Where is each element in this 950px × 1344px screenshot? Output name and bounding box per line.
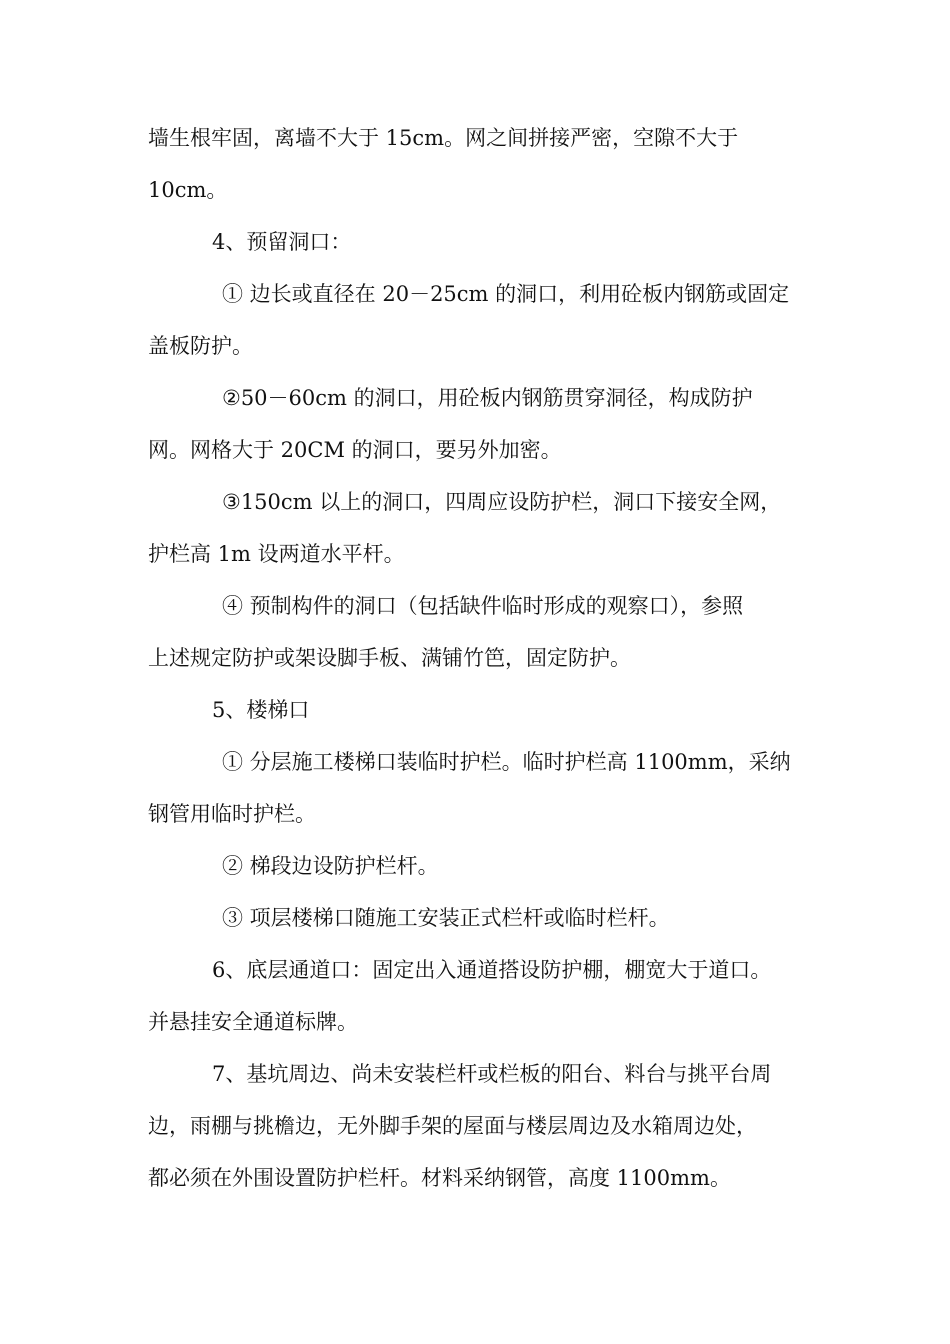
text-line: 边，雨棚与挑檐边，无外脚手架的屋面与楼层周边及水箱周边处，: [148, 1114, 757, 1138]
section-heading: 4、预留洞口：: [212, 230, 352, 254]
text-line: 6、底层通道口：固定出入通道搭设防护棚，棚宽大于道口。: [212, 958, 772, 982]
text-line: 都必须在外围设置防护栏杆。材料采纳钢管，高度 1100mm。: [148, 1166, 731, 1190]
text-line: 护栏高 1m 设两道水平杆。: [148, 542, 405, 566]
text-line: 上述规定防护或架设脚手板、满铺竹笆，固定防护。: [148, 646, 631, 670]
text-line: 10cm。: [148, 178, 228, 202]
section-heading: 5、楼梯口: [212, 698, 310, 722]
text-line: ③150cm 以上的洞口，四周应设防护栏，洞口下接安全网，: [222, 490, 782, 514]
text-line: 盖板防护。: [148, 334, 253, 358]
text-line: ① 边长或直径在 20－25cm 的洞口，利用砼板内钢筋或固定: [222, 282, 790, 306]
text-line: 网。网格大于 20CM 的洞口，要另外加密。: [148, 438, 562, 462]
text-line: ① 分层施工楼梯口装临时护栏。临时护栏高 1100mm，采纳: [222, 750, 791, 774]
text-line: 并悬挂安全通道标牌。: [148, 1010, 358, 1034]
text-line: 墙生根牢固，离墙不大于 15cm。网之间拼接严密，空隙不大于: [148, 126, 739, 150]
text-line: 7、基坑周边、尚未安装栏杆或栏板的阳台、料台与挑平台周: [212, 1062, 772, 1086]
text-line: ③ 项层楼梯口随施工安装正式栏杆或临时栏杆。: [222, 906, 670, 930]
text-line: 钢管用临时护栏。: [148, 802, 316, 826]
text-line: ④ 预制构件的洞口（包括缺件临时形成的观察口），参照: [222, 594, 744, 618]
text-line: ②50－60cm 的洞口，用砼板内钢筋贯穿洞径，构成防护: [222, 386, 753, 410]
text-line: ② 梯段边设防护栏杆。: [222, 854, 439, 878]
